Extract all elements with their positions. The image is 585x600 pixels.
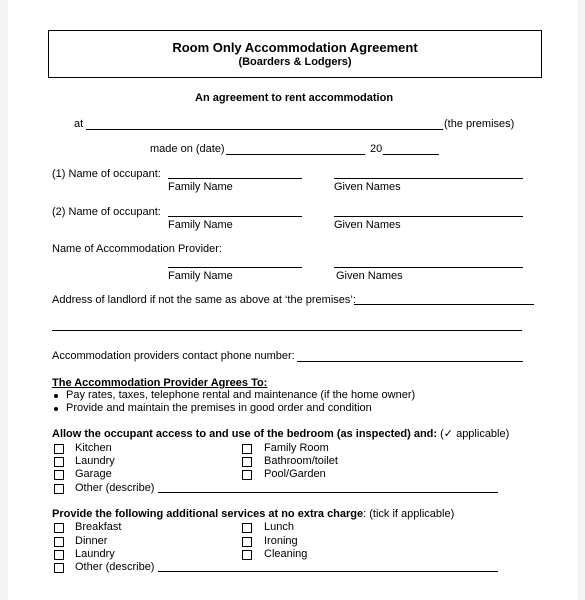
- service-option-label: Laundry: [75, 548, 115, 560]
- service-option-label: Ironing: [264, 535, 298, 547]
- services-heading-bold: Provide the following additional services at no extra charge: [52, 508, 364, 520]
- service-option-label: Cleaning: [264, 548, 308, 560]
- provider-family-input[interactable]: [168, 267, 302, 268]
- service-option-label: Breakfast: [75, 521, 122, 533]
- agreement-page: [8, 0, 577, 600]
- premises-input[interactable]: [86, 129, 443, 130]
- checkbox-pool-garden[interactable]: [242, 470, 252, 480]
- service-option-label: Dinner: [75, 535, 108, 547]
- landlord-address-label: Address of landlord if not the same as above at ‘the premises’:: [52, 294, 356, 306]
- occupant2-given-input[interactable]: [334, 216, 523, 217]
- access-option-label: Garage: [75, 468, 112, 480]
- date-input[interactable]: [226, 154, 365, 155]
- checkbox-family-room[interactable]: [242, 444, 252, 454]
- services-heading-note: : (tick if applicable): [363, 508, 455, 520]
- access-option-label: Kitchen: [75, 442, 112, 454]
- landlord-address-input[interactable]: [354, 304, 534, 305]
- agrees-heading: The Accommodation Provider Agrees To:: [52, 377, 268, 389]
- page-title: Room Only Accommodation Agreement: [172, 40, 418, 55]
- service-other-input[interactable]: [158, 571, 498, 572]
- access-option-label: Bathroom/toilet: [264, 455, 338, 467]
- occupant2-family-input[interactable]: [168, 216, 302, 217]
- checkbox-access-other[interactable]: [54, 484, 64, 494]
- phone-label: Accommodation providers contact phone number:: [52, 350, 295, 362]
- checkbox-laundry[interactable]: [54, 457, 64, 467]
- access-option-label: Pool/Garden: [264, 468, 326, 480]
- services-heading: [52, 508, 454, 521]
- provider-label: Name of Accommodation Provider:: [52, 243, 222, 255]
- service-option-label: Other (describe): [75, 561, 155, 573]
- access-heading-note: (✓ applicable): [440, 428, 510, 440]
- provider-given-input[interactable]: [334, 267, 523, 268]
- checkbox-garage[interactable]: [54, 470, 64, 480]
- checkbox-cleaning[interactable]: [242, 550, 252, 560]
- checkbox-dinner[interactable]: [54, 537, 64, 547]
- premises-suffix: (the premises): [444, 118, 515, 130]
- checkbox-ironing[interactable]: [242, 537, 252, 547]
- made-on-label: made on (date): [150, 143, 225, 155]
- checkbox-kitchen[interactable]: [54, 444, 64, 454]
- checkbox-bathroom[interactable]: [242, 457, 252, 467]
- title-box: [48, 30, 542, 78]
- premises-at-label: at: [74, 118, 84, 130]
- access-other-input[interactable]: [158, 492, 498, 493]
- provider-family-label: Family Name: [168, 270, 233, 282]
- access-heading-bold: Allow the occupant access to and use of the bedroom (as inspected) and:: [52, 428, 438, 440]
- access-option-label: Laundry: [75, 455, 115, 467]
- access-heading: [52, 428, 509, 441]
- year-input[interactable]: [383, 154, 439, 155]
- phone-input[interactable]: [297, 361, 523, 362]
- agrees-item: Pay rates, taxes, telephone rental and maintenance (if the home owner): [66, 389, 416, 401]
- service-option-label: Lunch: [264, 521, 294, 533]
- occupant1-family-input[interactable]: [168, 178, 302, 179]
- checkbox-breakfast[interactable]: [54, 523, 64, 533]
- occupant1-family-label: Family Name: [168, 181, 233, 193]
- occupant2-given-label: Given Names: [334, 219, 401, 231]
- checkbox-service-other[interactable]: [54, 563, 64, 573]
- occupant1-label: (1) Name of occupant:: [52, 168, 161, 180]
- occupant1-given-input[interactable]: [334, 178, 523, 179]
- occupant1-given-label: Given Names: [334, 181, 401, 193]
- year-prefix: 20: [370, 143, 383, 155]
- intro-heading: An agreement to rent accommodation: [195, 92, 394, 104]
- page-subtitle: (Boarders & Lodgers): [238, 56, 352, 68]
- landlord-address-input-2[interactable]: [52, 330, 522, 331]
- access-option-label: Other (describe): [75, 482, 155, 494]
- provider-given-label: Given Names: [336, 270, 403, 282]
- access-option-label: Family Room: [264, 442, 329, 454]
- occupant2-family-label: Family Name: [168, 219, 233, 231]
- bullet-icon: [54, 394, 58, 398]
- occupant2-label: (2) Name of occupant:: [52, 206, 161, 218]
- checkbox-service-laundry[interactable]: [54, 550, 64, 560]
- bullet-icon: [54, 407, 58, 411]
- checkbox-lunch[interactable]: [242, 523, 252, 533]
- agrees-item: Provide and maintain the premises in good order and condition: [66, 402, 372, 414]
